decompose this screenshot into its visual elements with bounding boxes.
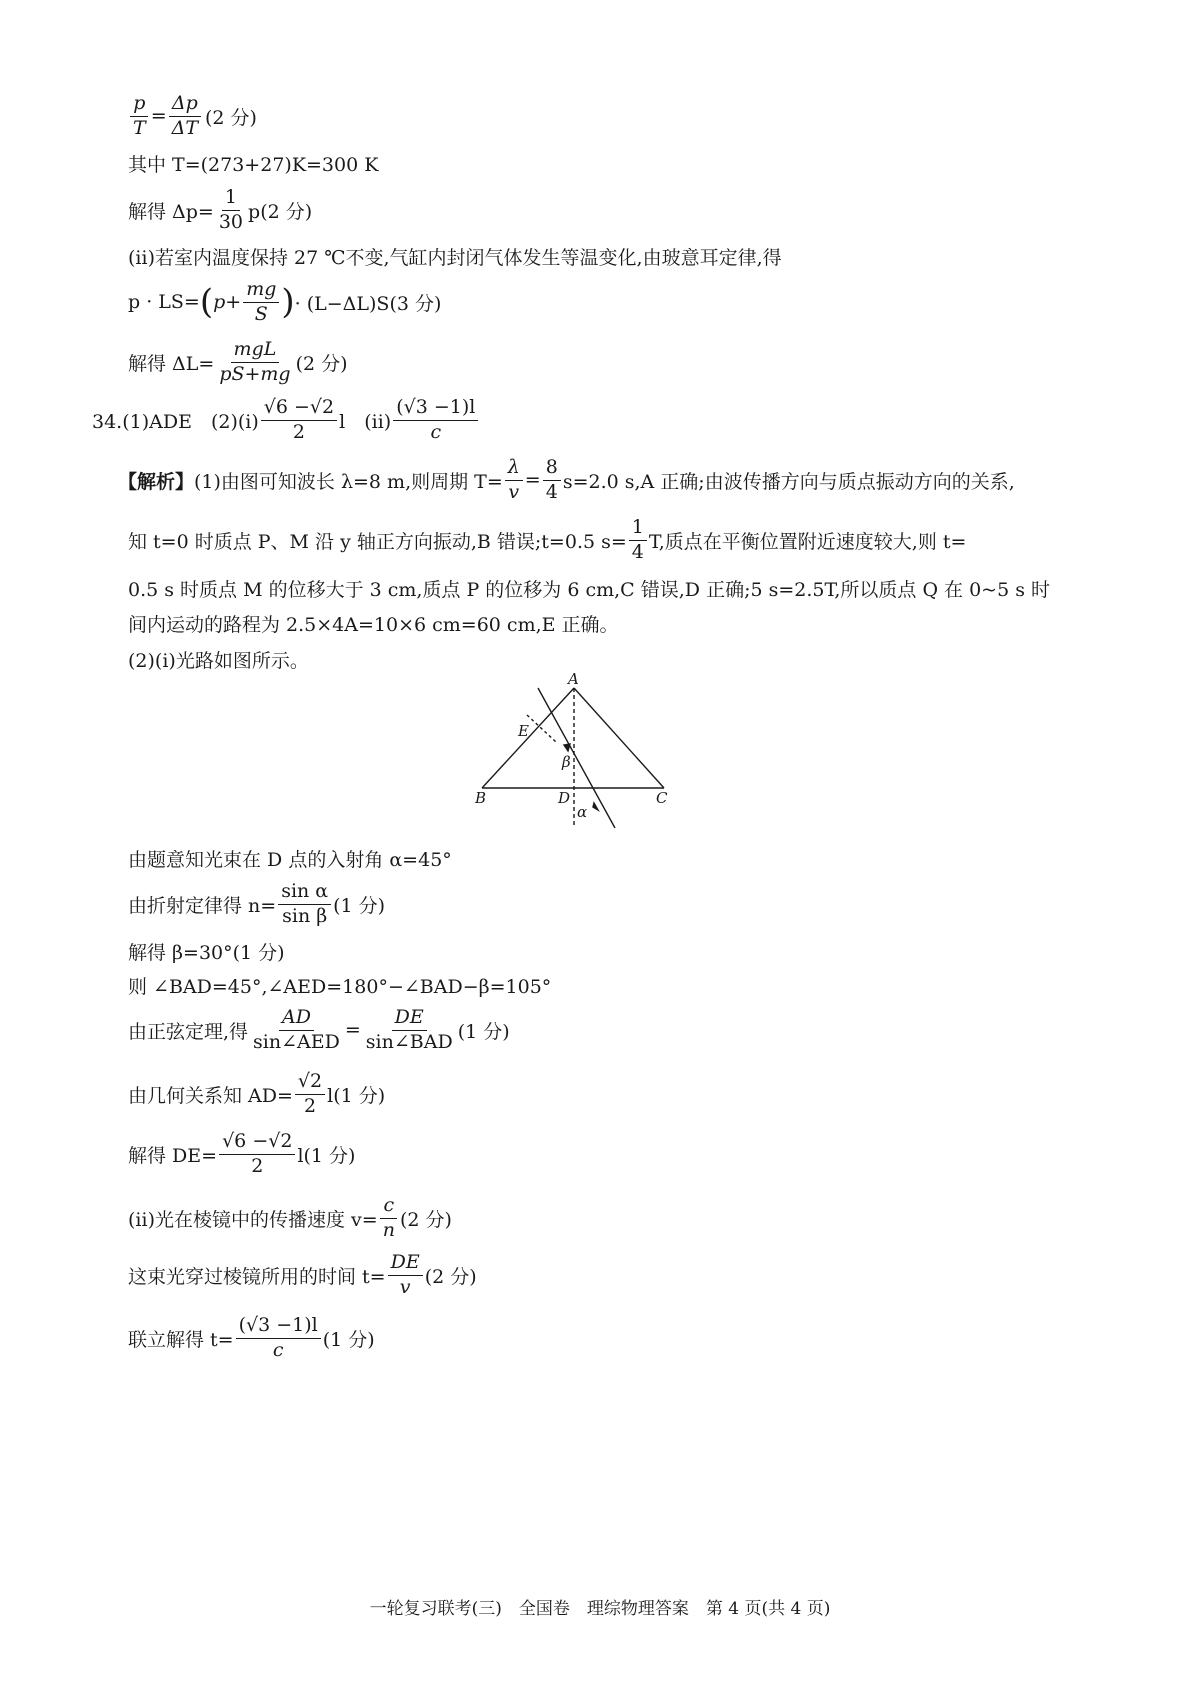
equals: = xyxy=(344,1019,361,1042)
denominator: 4 xyxy=(631,540,644,563)
answer-line-34 xyxy=(92,398,480,443)
label-beta: β xyxy=(562,753,571,771)
fraction xyxy=(219,1132,295,1177)
denominator: 30 xyxy=(218,210,244,233)
numerator: mgL xyxy=(231,340,280,363)
analysis-line-1: 【解析】 (1)由图可知波长 λ=8 m,则周期 T= $\frac{\lambda}{v}$ = $\frac{8}{4}$ s=2.0 s,A 正确;由波传播方向与质点振动方向的关系, xyxy=(118,456,1015,503)
analysis-tag: 【解析】 xyxy=(118,470,195,493)
equals: = xyxy=(150,105,167,128)
numerator: sin α xyxy=(278,882,331,905)
step-4: 则 ∠BAD=45°,∠AED=180°−∠BAD−β=105° xyxy=(128,976,552,998)
fraction xyxy=(169,94,201,139)
normal-at-e xyxy=(527,715,556,742)
fraction xyxy=(295,1072,325,1117)
text: T,质点在平衡位置附近速度较大,则 t= xyxy=(648,530,967,553)
fraction xyxy=(505,458,523,503)
step-7 xyxy=(128,1132,355,1177)
text: 解得 DE= xyxy=(128,1144,218,1167)
left-paren: ( xyxy=(199,282,214,323)
step-1: 由题意知光束在 D 点的入射角 α=45° xyxy=(128,849,452,871)
step-6 xyxy=(128,1072,385,1117)
fraction xyxy=(543,458,561,503)
denominator: sin∠BAD xyxy=(365,1030,453,1053)
fraction xyxy=(261,398,337,443)
numerator: p xyxy=(130,94,148,117)
text: (2 分) xyxy=(295,352,348,375)
denominator: v xyxy=(399,1275,411,1298)
label-e: E xyxy=(518,722,529,740)
text: 这束光穿过棱镜所用的时间 t= xyxy=(128,1265,386,1288)
label-d: D xyxy=(558,789,571,807)
text: (1)由图可知波长 λ=8 m,则周期 T= xyxy=(194,470,503,493)
denominator: 4 xyxy=(545,480,558,503)
fraction xyxy=(243,280,279,325)
text: p(2 分) xyxy=(248,200,313,223)
numerator: AD xyxy=(279,1008,314,1031)
text: 由正弦定理,得 xyxy=(128,1020,249,1043)
fraction xyxy=(216,340,293,385)
label-a: A xyxy=(568,670,579,688)
text: 由几何关系知 AD= xyxy=(128,1084,293,1107)
text: 知 t=0 时质点 P、M 沿 y 轴正方向振动,B 错误;t=0.5 s= xyxy=(128,530,627,553)
analysis-line-2 xyxy=(128,518,966,563)
fraction xyxy=(393,398,478,443)
text: l (ⅱ) xyxy=(339,410,392,433)
text: l(1 分) xyxy=(297,1144,356,1167)
step-5 xyxy=(128,1008,510,1053)
fraction xyxy=(130,94,149,139)
formula-line-4: (ⅱ)若室内温度保持 27 ℃不变,气缸内封闭气体发生等温变化,由玻意耳定律,得 xyxy=(128,247,782,269)
numerator: (√3 −1)l xyxy=(393,398,478,421)
text: (ⅱ)光在棱镜中的传播速度 v= xyxy=(128,1208,378,1231)
fraction xyxy=(236,1316,321,1361)
text: l(1 分) xyxy=(327,1084,386,1107)
step-2 xyxy=(128,882,385,927)
text: (1 分) xyxy=(322,1328,375,1351)
text: p · LS= xyxy=(128,291,200,314)
numerator: 1 xyxy=(629,518,647,541)
numerator: Δp xyxy=(169,94,201,117)
ray-arrow xyxy=(564,744,570,751)
denominator: n xyxy=(382,1218,395,1241)
numerator: 1 xyxy=(222,188,240,211)
label-alpha: α xyxy=(577,803,588,821)
formula-line-3 xyxy=(128,188,312,233)
denominator: 2 xyxy=(303,1094,317,1117)
fraction xyxy=(278,882,331,927)
formula-line-2: 其中 T=(273+27)K=300 K xyxy=(128,154,379,176)
denominator: sin β xyxy=(282,904,328,927)
page-footer: 一轮复习联考(三) 全国卷 理综物理答案 第 4 页(共 4 页) xyxy=(369,1599,831,1619)
fraction xyxy=(380,1196,398,1241)
text: (1 分) xyxy=(457,1020,510,1043)
denominator: 2 xyxy=(251,1154,264,1177)
numerator: DE xyxy=(388,1253,423,1276)
numerator: √6 −√2 xyxy=(219,1132,295,1155)
label-b: B xyxy=(475,789,487,807)
fraction xyxy=(363,1008,456,1053)
right-paren: ) xyxy=(281,282,295,323)
denominator: c xyxy=(272,1338,284,1361)
prism-light-path-diagram xyxy=(470,670,680,835)
analysis-line-5: (2)(ⅰ)光路如图所示。 xyxy=(128,650,309,672)
text: (2 分) xyxy=(424,1265,477,1288)
analysis-line-4: 间内运动的路程为 2.5×4A=10×6 cm=60 cm,E 正确。 xyxy=(128,614,619,636)
fraction xyxy=(629,518,647,563)
denominator: sin∠AED xyxy=(253,1030,340,1053)
numerator: √2 xyxy=(295,1072,325,1095)
numerator: mg xyxy=(243,280,279,303)
fraction xyxy=(250,1008,343,1053)
step-9 xyxy=(128,1253,477,1298)
ray-arrow xyxy=(593,803,598,810)
numerator: √6 −√2 xyxy=(261,398,337,421)
denominator: ΔT xyxy=(171,116,199,139)
edge-ac xyxy=(574,688,664,788)
denominator: S xyxy=(254,302,268,325)
text: (2 分) xyxy=(399,1208,452,1231)
numerator: λ xyxy=(505,458,523,481)
formula-line-6 xyxy=(128,340,348,385)
denominator: 2 xyxy=(292,420,305,443)
fraction xyxy=(216,188,246,233)
text: 联立解得 t= xyxy=(128,1328,234,1351)
text: 34.(1)ADE (2)(ⅰ) xyxy=(92,410,259,433)
denominator: T xyxy=(133,116,146,139)
fraction xyxy=(388,1253,423,1298)
denominator: pS+mg xyxy=(219,362,291,385)
analysis-line-3: 0.5 s 时质点 M 的位移大于 3 cm,质点 P 的位移为 6 cm,C 错误,D 正确;5 s=2.5T,所以质点 Q 在 0~5 s 时 xyxy=(128,579,1051,601)
text: s=2.0 s,A 正确;由波传播方向与质点振动方向的关系, xyxy=(562,470,1015,493)
text: 解得 Δp= xyxy=(128,200,214,223)
step-3: 解得 β=30°(1 分) xyxy=(128,942,285,964)
text: 由折射定律得 n= xyxy=(128,894,277,917)
label-c: C xyxy=(656,789,668,807)
numerator: 8 xyxy=(543,458,561,481)
numerator: DE xyxy=(392,1008,427,1031)
formula-line-5 xyxy=(128,280,441,325)
numerator: c xyxy=(380,1196,397,1219)
numerator: (√3 −1)l xyxy=(236,1316,321,1339)
text: (1 分) xyxy=(333,894,386,917)
step-8 xyxy=(128,1196,452,1241)
text: · (L−ΔL)S(3 分) xyxy=(294,292,442,315)
denominator: c xyxy=(430,420,442,443)
text: p+ xyxy=(213,291,242,314)
text: 解得 ΔL= xyxy=(128,352,215,375)
denominator: v xyxy=(508,480,520,503)
formula-line-1 xyxy=(128,94,257,139)
step-10 xyxy=(128,1316,375,1361)
score: (2 分) xyxy=(205,106,257,129)
